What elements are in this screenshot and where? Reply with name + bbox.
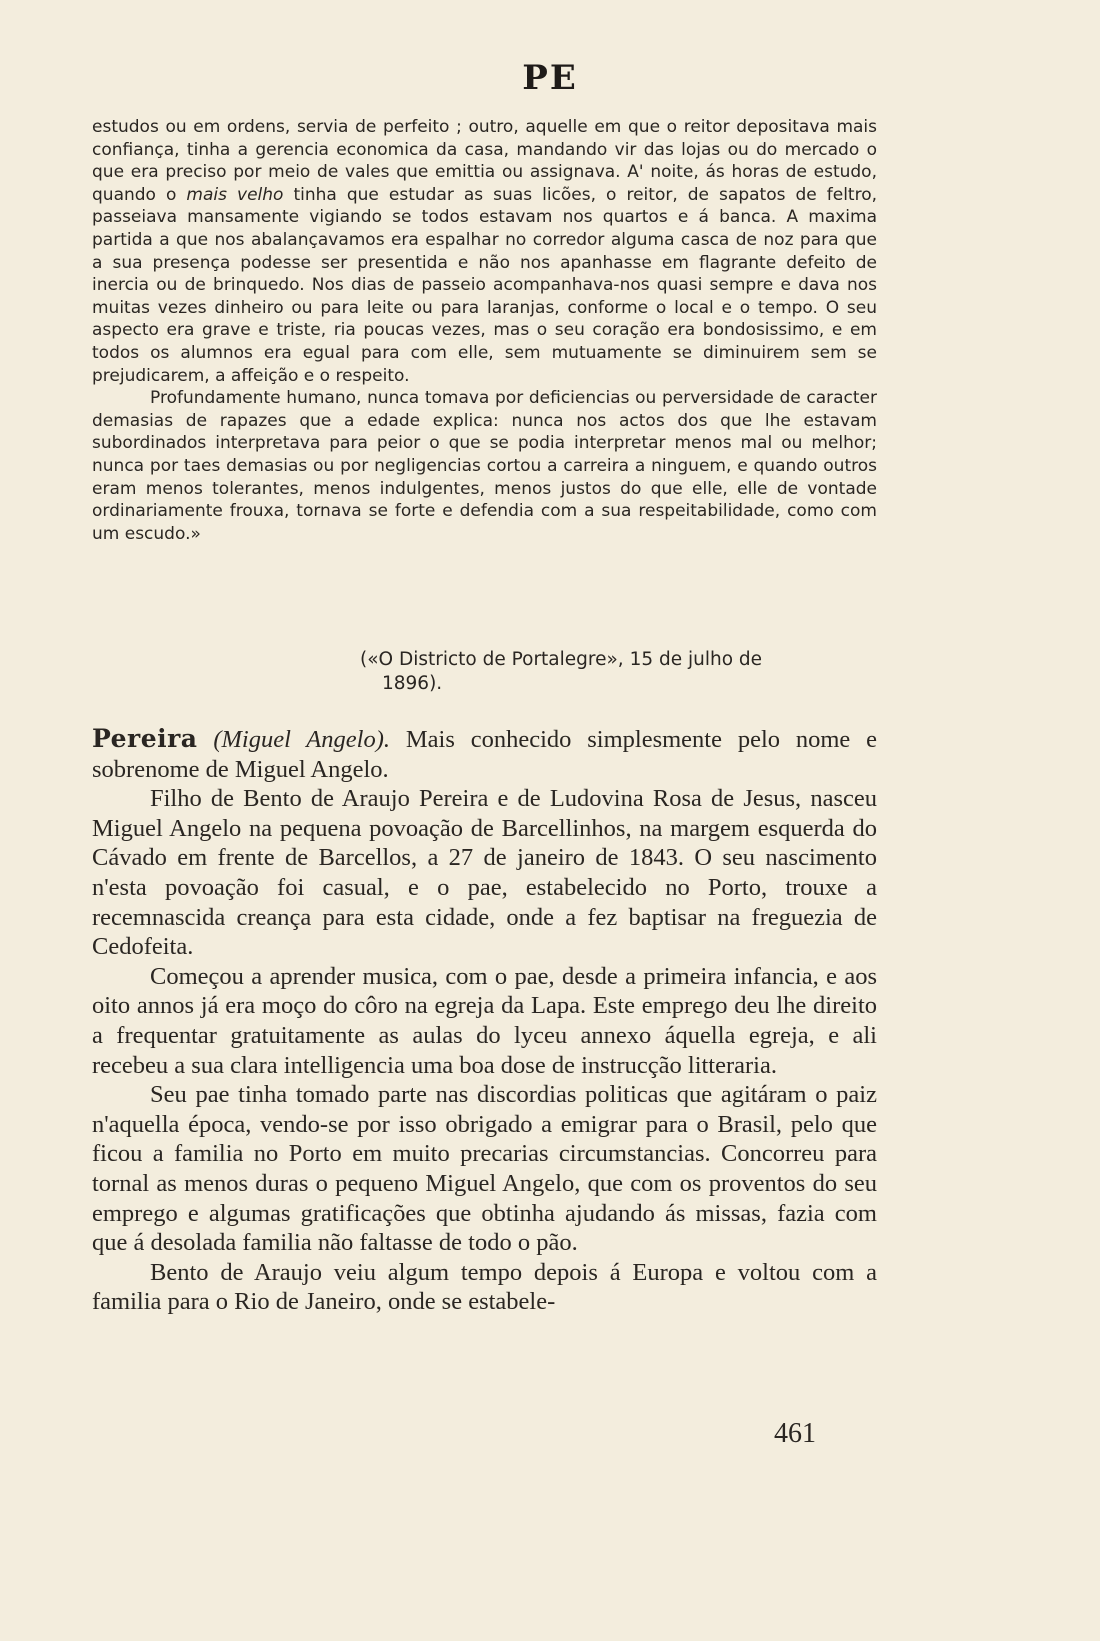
source-citation <box>360 648 880 696</box>
page-number: 461 <box>774 1418 816 1449</box>
citation-line: («O Districto de Portalegre», 15 de julho de <box>360 649 763 670</box>
entry-paragraph: Seu pae tinha tomado parte nas discordias politicas que agitáram o paiz n'aquella época, vendo-se por isso obrigado a emigrar para o Brasil, pelo que ficou a familia no Porto em muito precarias circumstancias. Concorreu para tornal as menos duras o pequeno Miguel Angelo, que com os proventos do seu emprego e algumas gratificações que obtinha ajudando ás missas, fazia com que á desolada familia não faltasse de todo o pão. <box>92 1081 877 1257</box>
running-header: PE <box>522 58 578 98</box>
quoted-text-block <box>92 116 877 545</box>
entry-intro: Mais conhecido simplesmente pelo nome e sobrenome de Miguel Angelo. <box>92 726 878 783</box>
quoted-paragraph <box>92 116 877 387</box>
quoted-text: estudos ou em ordens, servia de perfeito ; outro, aquelle em que o reitor depositava mais confiança, tinha a gerencia economica da casa, mandando vir das lojas ou do mercado o que era preciso por meio de vales que emittia ou assignava. A' noite, ás horas de estudo, quando o <box>92 117 877 205</box>
entry-paragraph: Filho de Bento de Araujo Pereira e de Ludovina Rosa de Jesus, nasceu Miguel Angelo na pequena povoação de Barcellinhos, na margem esquerda do Cávado em frente de Barcellos, a 27 de janeiro de 1843. O seu nascimento n'esta povoação foi casual, e o pae, estabelecido no Porto, trouxe a recemnascida creança para esta cidade, onde a fez baptisar na freguezia de Cedofeita. <box>92 785 877 961</box>
entry-intro-paragraph <box>92 724 877 784</box>
quoted-text: tinha que estudar as suas licões, o reitor, de sapatos de feltro, passeiava mansamente vigiando se todos estavam nos quartos e á banca. A maxima partida a que nos abalançavamos era espalhar no corredor alguma casca de noz para que a sua presença podesse ser presentida e não nos apanhasse em flagrante defeito de inercia ou de brinquedo. Nos dias de passeio acompanhava-nos quasi sempre e dava nos muitas vezes dinheiro ou para leite ou para laranjas, conforme o local e o tempo. O seu aspecto era grave e triste, ria poucas vezes, mas o seu coração era bondosissimo, e em todos os alumnos era egual para com elle, sem mutuamente se diminuirem sem se prejudicarem, a affeição e o respeito. <box>92 184 878 386</box>
entry-paragraph: Começou a aprender musica, com o pae, desde a primeira infancia, e aos oito annos já era moço do côro na egreja da Lapa. Este emprego deu lhe direito a frequentar gratuitamente as aulas do lyceu annexo áquella egreja, e ali recebeu a sua clara intelligencia uma boa dose de instrucção litteraria. <box>92 962 877 1079</box>
citation-line: 1896). <box>382 673 443 694</box>
entry-paragraph: Bento de Araujo veiu algum tempo depois á Europa e voltou com a familia para o Rio de Janeiro, onde se estabele- <box>92 1258 877 1316</box>
entry-body <box>92 724 877 1317</box>
italic-phrase: mais velho <box>186 184 284 205</box>
entry-headword: Pereira <box>92 724 198 753</box>
entry-subtitle: (Miguel Angelo). <box>213 726 390 753</box>
quoted-paragraph: Profundamente humano, nunca tomava por deficiencias ou perversidade de caracter demasias de rapazes que a edade explica: nunca nos actos dos que lhe estavam subordinados interpretava para peior o que se podia interpretar menos mal ou melhor; nunca por taes demasias ou por negligencias cortou a carreira a ninguem, e quando outros eram menos tolerantes, menos indulgentes, menos justos do que elle, elle de vontade ordinariamente frouxa, tornava se forte e defendia com a sua respeitabilidade, como com um escudo.» <box>92 388 877 544</box>
